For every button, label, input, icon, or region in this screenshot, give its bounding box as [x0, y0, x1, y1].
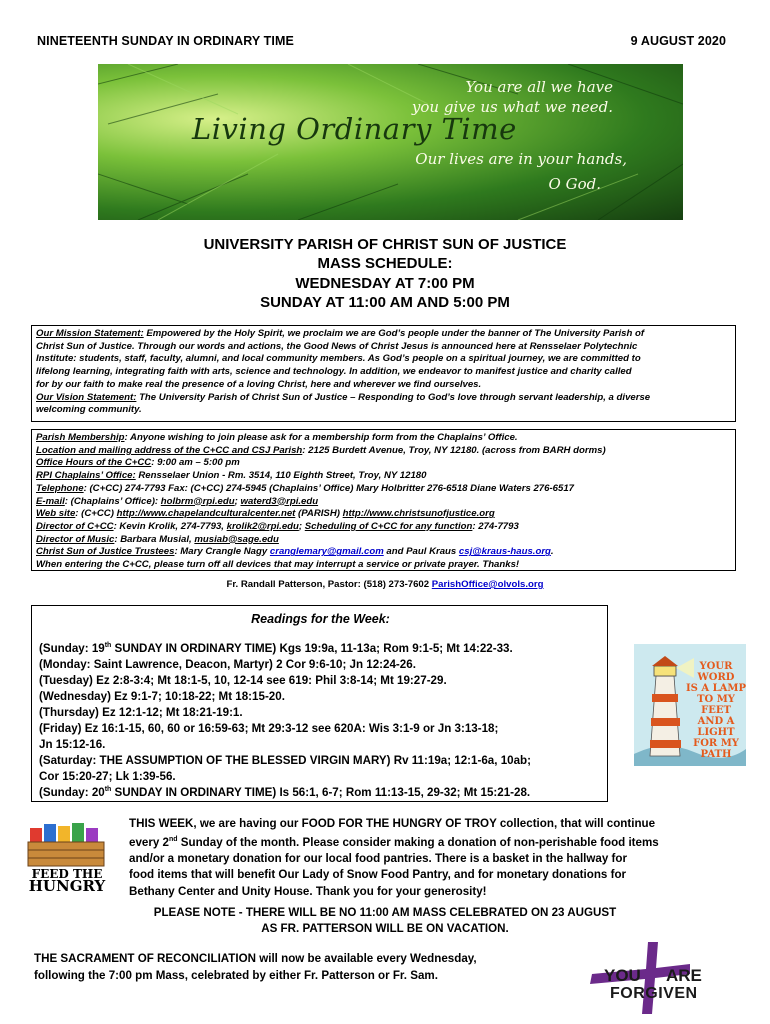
- parish-info-box: [31, 429, 736, 571]
- food-line: Bethany Center and Unity House. Thank you for your generosity!: [129, 884, 487, 898]
- reading-text: (Sunday: 20: [39, 786, 105, 799]
- director-email-link[interactable]: krolik2@rpi.edu: [226, 520, 299, 532]
- office-hours-label: Office Hours of the C+CC: [36, 457, 152, 469]
- pastor-text: Fr. Randall Patterson, Pastor: (518) 273-7602: [226, 579, 432, 590]
- vision-label: Our Vision Statement:: [36, 391, 137, 403]
- banner-quote-line-2: you give us what we need.: [411, 98, 613, 116]
- office-hours-text: : 9:00 am – 5:00 pm: [151, 457, 240, 469]
- lamp-verse-line: IS A LAMP: [686, 683, 746, 694]
- rpi-chaplains-label: RPI Chaplains’ Office:: [36, 470, 136, 482]
- scheduling-label: Scheduling of C+CC for any function: [304, 520, 473, 532]
- lamp-verse-line: FOR MY PATH: [693, 738, 739, 760]
- reconciliation-notice: [34, 951, 594, 984]
- membership-text: : Anyone wishing to join please ask for a membership form from the Chaplains’ Office.: [124, 432, 518, 443]
- mission-text: Empowered by the Holy Spirit, we proclaim we are God’s people under the banner of The University Parish of: [143, 328, 645, 339]
- note-line: AS FR. PATTERSON WILL BE ON VACATION.: [261, 922, 509, 936]
- reading-line: Jn 15:12-16.: [39, 738, 106, 751]
- ordinal-suffix: th: [104, 786, 112, 794]
- mission-statement-box: [31, 325, 736, 422]
- music-email-link[interactable]: musiab@sage.edu: [194, 533, 279, 545]
- website-parish-label: (PARISH): [295, 508, 343, 520]
- readings-box: [31, 605, 608, 802]
- food-text: Sunday of the month. Please consider making a donation of non-perishable food items: [177, 836, 659, 850]
- email-text: : (Chaplains’ Office):: [64, 495, 161, 507]
- food-text: every 2: [129, 836, 169, 850]
- email-line: [36, 496, 731, 509]
- scheduling-text: : 274-7793: [472, 520, 519, 532]
- food-line: THIS WEEK, we are having our FOOD FOR THE HUNGRY OF TROY collection, that will continue: [129, 817, 656, 830]
- lamp-verse-line: AND A LIGHT: [697, 716, 735, 738]
- director-separator: ;: [298, 520, 305, 532]
- devices-notice: When entering the C+CC, please turn off all devices that may interrupt a service or private prayer. Thanks!: [36, 559, 520, 571]
- website-line: [36, 508, 731, 521]
- reading-line: (Thursday) Ez 12:1-12; Mt 18:21-19:1.: [39, 706, 243, 719]
- pastor-email-link[interactable]: ParishOffice@olvols.org: [431, 579, 544, 590]
- address-label: Location and mailing address of the C+CC and CSJ Parish: [36, 444, 303, 456]
- trustee-email-link-crangle[interactable]: cranglemary@gmail.com: [269, 546, 384, 558]
- reading-line: (Tuesday) Ez 2:8-3:4; Mt 18:1-5, 10, 12-14 see 619: Phil 3:8-14; Mt 19:27-29.: [39, 674, 447, 687]
- logo-word-forgiven: FORGIVEN: [610, 985, 698, 1002]
- mission-line: Institute: students, staff, faculty, alumni, and local community members. As God’s people on a spiritual journey, we are committed to: [36, 353, 641, 365]
- music-label: Director of Music: [36, 533, 115, 545]
- mass-schedule-heading: MASS SCHEDULE:: [317, 255, 453, 272]
- you-are-forgiven-logo: [588, 942, 722, 1014]
- feed-text-line: FEED THE: [31, 867, 103, 881]
- logo-word-you: YOU: [604, 966, 641, 985]
- trustees-end: .: [550, 546, 554, 558]
- mission-line: lifelong learning, integrating faith with arts, science and technology. In addition, we endeavor to manifest justice and charity called: [36, 366, 632, 378]
- recon-line: THE SACRAMENT OF RECONCILIATION will now be available every Wednesday,: [34, 952, 477, 965]
- readings-title: Readings for the Week:: [251, 612, 390, 626]
- telephone-text: : (C+CC) 274-7793 Fax: (C+CC) 274-5945 (Chaplains’ Office) Mary Holbritter 276-6518 Diane Waters 276-6517: [83, 482, 574, 494]
- lamp-verse-line: TO MY FEET: [697, 694, 735, 716]
- food-line: food items that will benefit Our Lady of Snow Food Pantry, and for monetary donations for: [129, 868, 627, 882]
- vision-line: [36, 392, 731, 405]
- lamp-to-my-feet-image: [634, 644, 746, 766]
- reading-line: [39, 642, 513, 655]
- website-label: Web site: [36, 508, 76, 520]
- email-link-waterd3[interactable]: waterd3@rpi.edu: [240, 495, 319, 507]
- lamp-verse: [686, 661, 746, 760]
- feed-text-line: HUNGRY: [28, 877, 106, 895]
- trustees-text: : Mary Crangle Nagy: [174, 546, 270, 558]
- rpi-chaplains-text: Rensselaer Union - Rm. 3514, 110 Eighth Street, Troy, NY 12180: [135, 470, 427, 482]
- reading-text: SUNDAY IN ORDINARY TIME) Is 56:1, 6-7; Rom 11:13-15, 29-32; Mt 15:21-28.: [111, 786, 531, 799]
- reading-text: (Sunday: 19: [39, 642, 105, 655]
- banner-quote-line-4: O God.: [548, 175, 601, 193]
- living-ordinary-time-banner: [98, 64, 683, 220]
- membership-label: Parish Membership: [36, 432, 125, 443]
- feed-the-hungry-logo-text: [24, 867, 110, 895]
- mass-schedule-sunday: SUNDAY AT 11:00 AM AND 5:00 PM: [260, 294, 510, 311]
- mission-line: [36, 328, 731, 341]
- lamp-verse-line: YOUR WORD: [697, 661, 735, 683]
- mass-schedule-wednesday: WEDNESDAY AT 7:00 PM: [295, 275, 475, 292]
- reading-line: (Monday: Saint Lawrence, Deacon, Martyr) 2 Cor 9:6-10; Jn 12:24-26.: [39, 658, 416, 671]
- food-collection-notice: [129, 816, 749, 900]
- rpi-chaplains-line: [36, 470, 731, 483]
- page-header-left: NINETEENTH SUNDAY IN ORDINARY TIME: [37, 34, 294, 48]
- note-line: PLEASE NOTE - THERE WILL BE NO 11:00 AM MASS CELEBRATED ON 23 AUGUST: [153, 906, 617, 919]
- telephone-label: Telephone: [36, 482, 84, 494]
- banner-quote-line-3: Our lives are in your hands,: [415, 150, 627, 168]
- office-hours-line: [36, 457, 731, 470]
- pastor-contact: [0, 579, 770, 590]
- reading-line: [39, 786, 530, 799]
- page-header-date: 9 AUGUST 2020: [630, 34, 726, 48]
- director-text: : Kevin Krolik, 274-7793,: [113, 520, 227, 532]
- mass-cancellation-notice: [0, 905, 770, 937]
- reading-text: SUNDAY IN ORDINARY TIME) Kgs 19:9a, 11-13a; Rom 9:1-5; Mt 14:22-33.: [111, 642, 513, 655]
- banner-quote-line-1: You are all we have: [465, 78, 613, 96]
- address-line: [36, 445, 731, 458]
- email-link-holbrm[interactable]: holbrm@rpi.edu: [160, 495, 235, 507]
- mission-line: for by our faith to make real the presence of a loving Christ, here and wherever we find ourselves.: [36, 378, 482, 390]
- logo-word-are: ARE: [666, 966, 702, 985]
- ordinal-suffix: th: [104, 642, 112, 650]
- reading-line: (Friday) Ez 16:1-15, 60, 60 or 16:59-63; Mt 29:3-12 see 620A: Wis 3:1-9 or Jn 3:13-18;: [39, 722, 499, 735]
- trustees-label: Christ Sun of Justice Trustees: [36, 546, 175, 558]
- food-line: [129, 832, 749, 851]
- mission-label: Our Mission Statement:: [36, 328, 144, 339]
- reading-line: (Wednesday) Ez 9:1-7; 10:18-22; Mt 18:15-20.: [39, 690, 285, 703]
- director-line: [36, 521, 731, 534]
- mission-line: Christ Sun of Justice. Through our words and actions, the Good News of Christ Jesus is announced here at Rensselaer Polytechnic: [36, 340, 638, 352]
- ordinal-suffix: nd: [168, 836, 178, 844]
- director-label: Director of C+CC: [36, 520, 114, 532]
- banner-title: Living Ordinary Time: [192, 112, 517, 146]
- vision-line: welcoming community.: [36, 404, 142, 416]
- website-link-parish[interactable]: http://www.christsunofjustice.org: [342, 508, 495, 520]
- website-text: : (C+CC): [75, 508, 117, 520]
- recon-line: following the 7:00 pm Mass, celebrated by either Fr. Patterson or Fr. Sam.: [34, 968, 438, 982]
- reading-line: (Saturday: THE ASSUMPTION OF THE BLESSED VIRGIN MARY) Rv 11:19a; 12:1-6a, 10ab;: [39, 754, 531, 767]
- website-link-ccc[interactable]: http://www.chapelandculturalcenter.net: [116, 508, 296, 520]
- music-text: : Barbara Musial,: [114, 533, 195, 545]
- membership-line: [36, 432, 731, 445]
- trustee-email-link-kraus[interactable]: csj@kraus-haus.org: [458, 546, 551, 558]
- email-separator: ;: [234, 495, 241, 507]
- email-label: E-mail: [36, 495, 65, 507]
- trustees-line: [36, 546, 731, 559]
- food-line: and/or a monetary donation for our local food pantries. There is a basket in the hallway for: [129, 852, 627, 866]
- reading-line: Cor 15:20-27; Lk 1:39-56.: [39, 770, 176, 783]
- music-line: [36, 534, 731, 547]
- parish-name: UNIVERSITY PARISH OF CHRIST SUN OF JUSTICE: [203, 236, 567, 253]
- address-text: : 2125 Burdett Avenue, Troy, NY 12180. (across from BARH dorms): [302, 444, 606, 456]
- trustees-and: and Paul Kraus: [383, 546, 459, 558]
- vision-text: The University Parish of Christ Sun of Justice – Responding to God’s love through servant leadership, a diverse: [136, 391, 651, 403]
- telephone-line: [36, 483, 731, 496]
